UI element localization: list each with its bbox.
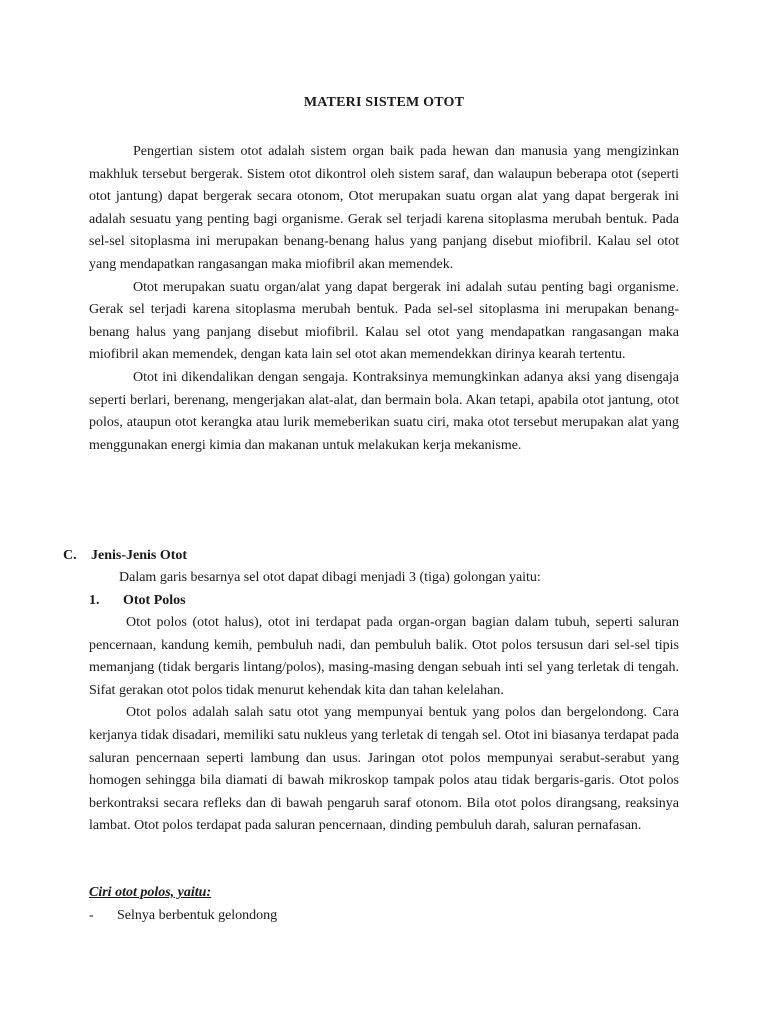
subsection-heading-text: Otot Polos <box>123 593 186 608</box>
paragraph-otot-polos-1: Otot polos (otot halus), otot ini terdapat pada organ-organ bagian dalam tubuh, seperti saluran pencernaan, kandung kemih, pembuluh nadi, dan pembuluh balik. Otot polos tersusun dari sel-sel tipis memanjang (tidak bergaris lintang/polos), masing-masing dengan sebuah inti sel yang terletak di tengah. Sifat gerakan otot polos tidak menurut kehendak kita dan tahan kelelahan. <box>89 615 679 698</box>
paragraph-definition: Pengertian sistem otot adalah sistem organ baik pada hewan dan manusia yang mengizinkan makhluk tersebut bergerak. Sistem otot dikontrol oleh sistem saraf, dan walaupun beberapa otot (seperti otot jantung) dapat bergerak secara otonom, Otot merupakan suatu organ alat yang dapat bergerak ini adalah sesuatu yang penting bagi organisme. Gerak sel terjadi karena sitoplasma merubah bentuk. Pada sel-sel sitoplasma ini merupakan benang-benang halus yang panjang disebut miofibril. Kalau sel otot yang mendapatkan rangasangan maka miofibril akan memendek. <box>89 144 679 272</box>
document-title: MATERI SISTEM OTOT <box>303 95 465 110</box>
intro-section <box>89 141 679 457</box>
section-heading-text: Jenis-Jenis Otot <box>91 548 188 563</box>
ciri-heading: Ciri otot polos, yaitu: <box>89 885 212 900</box>
bullet-dash: - <box>89 908 94 923</box>
subsection-number: 1. <box>89 593 100 608</box>
section-label: C. <box>63 548 77 563</box>
paragraph-control: Otot ini dikendalikan dengan sengaja. Kontraksinya memungkinkan adanya aksi yang disengaja seperti berlari, berenang, mengerjakan alat-alat, dan bermain bola. Akan tetapi, apabila otot jantung, otot polos, ataupun otot kerangka atau lurik memeberikan suatu ciri, maka otot tersebut merupakan alat yang menggunakan energi kimia dan makanan untuk melakukan kerja mekanisme. <box>89 369 679 453</box>
section-heading-jenis-otot <box>63 545 187 567</box>
paragraph-organ: Otot merupakan suatu organ/alat yang dapat bergerak ini adalah sutau penting bagi organisme. Gerak sel terjadi karena sitoplasma merubah bentuk. Pada sel-sel sitoplasma ini merupakan benang-benang halus yang panjang disebut miofibril. Kalau sel otot yang mendapatkan rangasangan maka miofibril akan memendek, dengan kata lain sel otot akan memendekkan dirinya kearah tertentu. <box>89 279 679 363</box>
subsection-heading-otot-polos <box>89 590 186 612</box>
section-intro: Dalam garis besarnya sel otot dapat dibagi menjadi 3 (tiga) golongan yaitu: <box>119 570 541 585</box>
otot-polos-section <box>89 612 679 838</box>
paragraph-otot-polos-2: Otot polos adalah salah satu otot yang mempunyai bentuk yang polos dan bergelondong. Cara kerjanya tidak disadari, memiliki satu nukleus yang terletak di tengah sel. Otot ini biasanya terdapat pada saluran pencernaan seperti lambung dan usus. Jaringan otot polos mempunyai serabut-serabut yang homogen sehingga bila diamati di bawah mikroskop tampak polos atau tidak bergaris-garis. Otot polos berkontraksi secara refleks dan di bawah pengaruh saraf otonom. Bila otot polos dirangsang, reaksinya lambat. Otot polos terdapat pada saluran pencernaan, dinding pembuluh darah, saluran pernafasan. <box>89 705 679 834</box>
list-item-text: Selnya berbentuk gelondong <box>117 908 278 923</box>
list-item <box>89 905 277 927</box>
